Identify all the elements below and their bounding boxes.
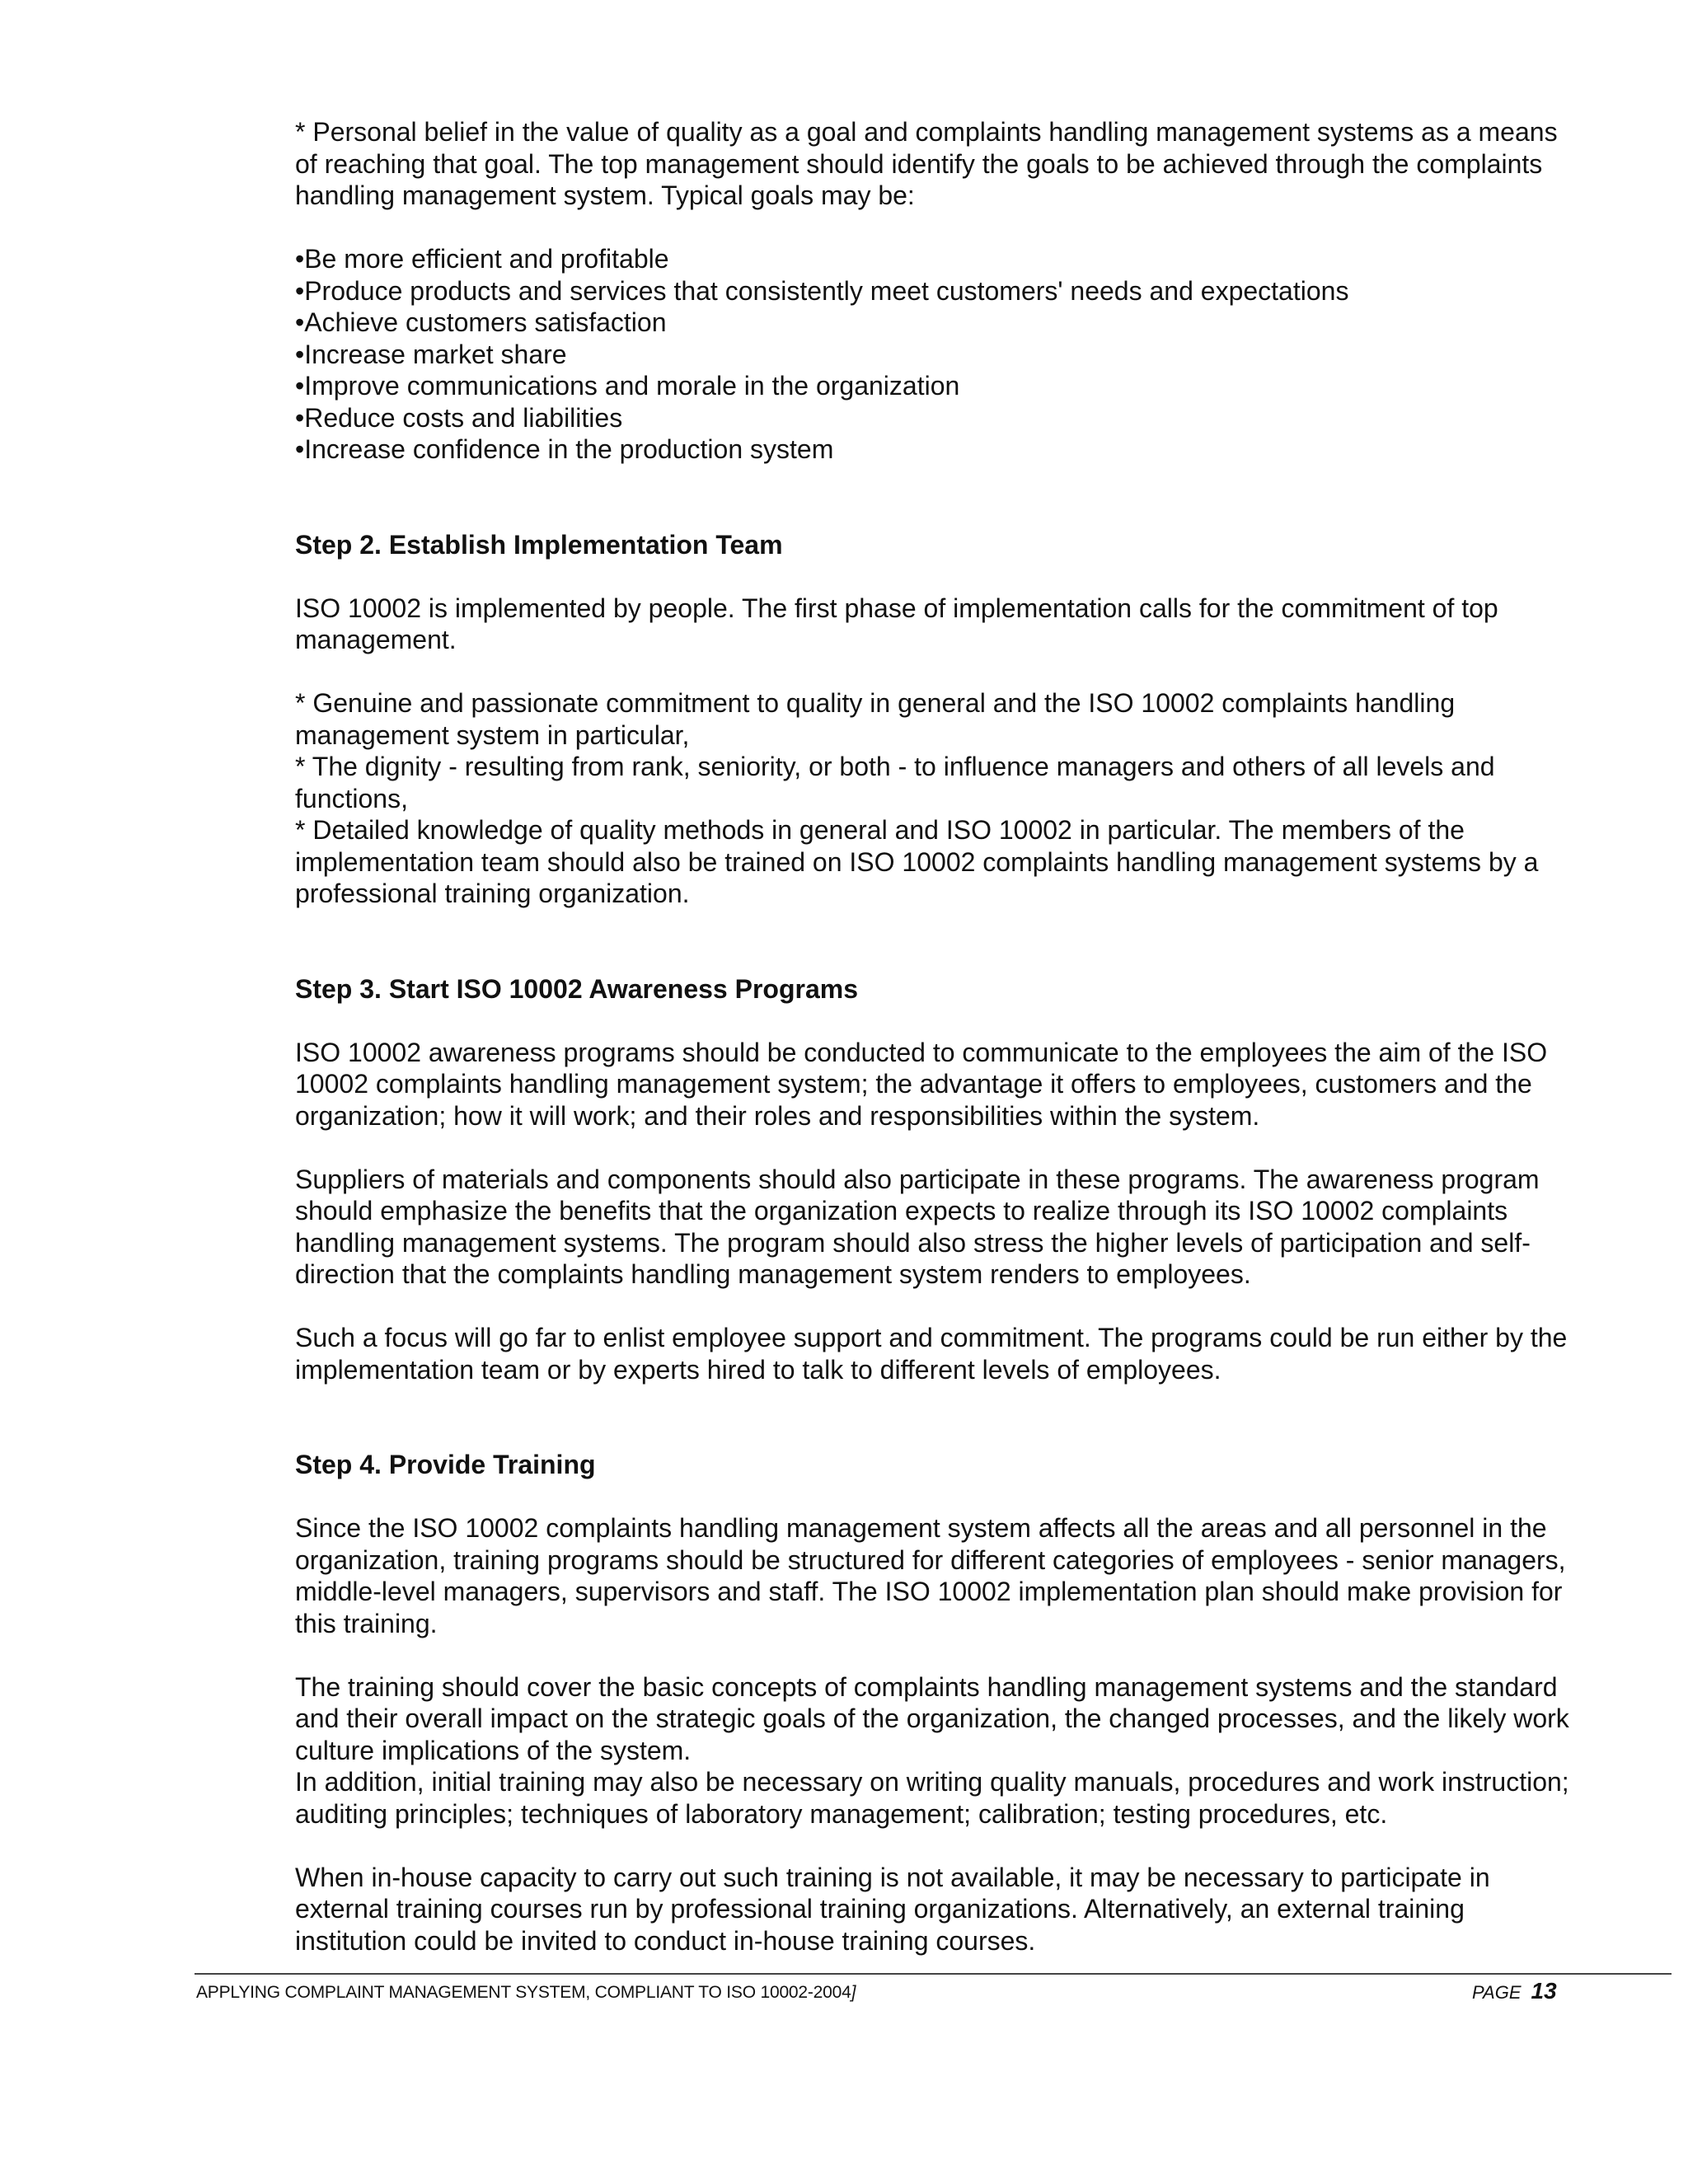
step2-point: * The dignity - resulting from rank, seniority, or both - to influence managers and others of all levels and functions,	[295, 752, 1495, 813]
list-item: • Increase confidence in the production system	[295, 434, 1581, 466]
step4-paragraph: The training should cover the basic concepts of complaints handling management systems and the standard and their overall impact on the strategic goals of the organization, the changed processes, and the likely work culture implications of the system.	[295, 1671, 1569, 1765]
list-item: • Reduce costs and liabilities	[295, 402, 1581, 434]
footer-bracket: ]	[851, 1983, 856, 2002]
footer-title-text: APPLYING COMPLAINT MANAGEMENT SYSTEM, COMPLIANT TO ISO 10002-2004	[196, 1983, 851, 2002]
list-item: • Improve communications and morale in the organization	[295, 370, 1581, 402]
step2-point: * Genuine and passionate commitment to quality in general and the ISO 10002 complaints handling management system in particular,	[295, 688, 1456, 750]
step2-heading: Step 2. Establish Implementation Team	[295, 529, 783, 560]
list-item: • Increase market share	[295, 339, 1581, 371]
list-item: • Produce products and services that consistently meet customers' needs and expectations	[295, 275, 1581, 307]
page-body	[295, 116, 1581, 1957]
list-item: • Be more efficient and profitable	[295, 243, 1581, 275]
intro-paragraph: * Personal belief in the value of quality as a goal and complaints handling management systems as a means of reaching that goal. The top management should identify the goals to be achieved through the complaints handling management system. Typical goals may be:	[295, 117, 1558, 210]
step3-paragraph: Suppliers of materials and components should also participate in these programs. The awareness program should emphasize the benefits that the organization expects to realize through its ISO 10002 complaints handling management systems. The program should also stress the higher levels of participation and self-direction that the complaints handling management system renders to employees.	[295, 1164, 1540, 1289]
step4-heading: Step 4. Provide Training	[295, 1450, 596, 1479]
goals-list	[295, 243, 1581, 466]
step3-paragraph: ISO 10002 awareness programs should be conducted to communicate to the employees the aim of the ISO 10002 complaints handling management system; the advantage it offers to employees, customers and the organization; how it will work; and their roles and responsibilities within the system.	[295, 1037, 1548, 1131]
step4-paragraph: When in-house capacity to carry out such training is not available, it may be necessary to participate in external training courses run by professional training organizations. Alternatively, an external training institution could be invited to conduct in-house training courses.	[295, 1862, 1490, 1956]
footer-title	[196, 1983, 856, 2003]
page-number: 13	[1531, 1978, 1557, 2004]
page-label: PAGE	[1472, 1982, 1522, 2003]
list-item: • Achieve customers satisfaction	[295, 307, 1581, 339]
step2-point: * Detailed knowledge of quality methods in general and ISO 10002 in particular. The members of the implementation team should also be trained on ISO 10002 complaints handling management systems by a professional training organization.	[295, 815, 1539, 908]
step3-heading: Step 3. Start ISO 10002 Awareness Programs	[295, 973, 858, 1004]
step3-paragraph: Such a focus will go far to enlist employee support and commitment. The programs could be run either by the implementation team or by experts hired to talk to different levels of employees.	[295, 1323, 1568, 1385]
footer-divider	[195, 1973, 1672, 1975]
page-indicator	[1472, 1978, 1557, 2004]
step4-paragraph: Since the ISO 10002 complaints handling management system affects all the areas and all personnel in the organization, training programs should be structured for different categories of employees - senior managers, middle-level managers, supervisors and staff. The ISO 10002 implementation plan should make provision for this training.	[295, 1513, 1566, 1638]
step2-paragraph: ISO 10002 is implemented by people. The first phase of implementation calls for the commitment of top management.	[295, 593, 1498, 654]
step4-paragraph: In addition, initial training may also be necessary on writing quality manuals, procedures and work instruction; auditing principles; techniques of laboratory management; calibration; testing procedures, etc.	[295, 1767, 1569, 1829]
